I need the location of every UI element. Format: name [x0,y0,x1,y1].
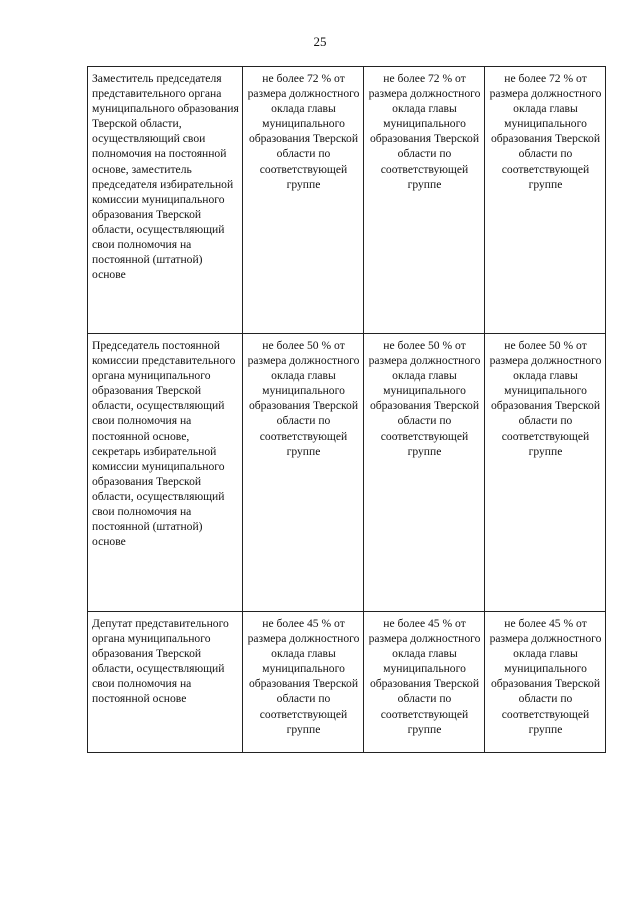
salary-limit-cell: не более 45 % от размера должностного оклада главы муниципального образования Тверской области по соответствующей группе [364,612,485,753]
position-cell: Председатель постоянной комиссии представительного органа муниципального образования Тверской области, осуществляющий свои полномочия на постоянной основе, секретарь избирательной комиссии муниципального образования Тверской области, осуществляющий свои полномочия на постоянной (штатной) основе [88,334,243,612]
salary-limit-cell: не более 50 % от размера должностного оклада главы муниципального образования Тверской области по соответствующей группе [243,334,364,612]
salary-limit-cell: не более 50 % от размера должностного оклада главы муниципального образования Тверской области по соответствующей группе [485,334,606,612]
salary-limit-cell: не более 72 % от размера должностного оклада главы муниципального образования Тверской области по соответствующей группе [364,67,485,334]
salary-limit-cell: не более 45 % от размера должностного оклада главы муниципального образования Тверской области по соответствующей группе [485,612,606,753]
salary-table [87,66,606,753]
salary-limit-cell: не более 45 % от размера должностного оклада главы муниципального образования Тверской области по соответствующей группе [243,612,364,753]
salary-limit-cell: не более 72 % от размера должностного оклада главы муниципального образования Тверской области по соответствующей группе [485,67,606,334]
table-row [88,67,606,334]
page-number: 25 [313,34,327,49]
position-cell: Заместитель председателя представительного органа муниципального образования Тверской области, осуществляющий свои полномочия на постоянной основе, заместитель председателя избирательной комиссии муниципального образования Тверской области, осуществляющий свои полномочия на постоянной (штатной) основе [88,67,243,334]
table-row [88,334,606,612]
salary-limit-cell: не более 50 % от размера должностного оклада главы муниципального образования Тверской области по соответствующей группе [364,334,485,612]
table-row [88,612,606,753]
salary-limit-cell: не более 72 % от размера должностного оклада главы муниципального образования Тверской области по соответствующей группе [243,67,364,334]
position-cell: Депутат представительного органа муниципального образования Тверской области, осуществляющий свои полномочия на постоянной основе [88,612,243,753]
